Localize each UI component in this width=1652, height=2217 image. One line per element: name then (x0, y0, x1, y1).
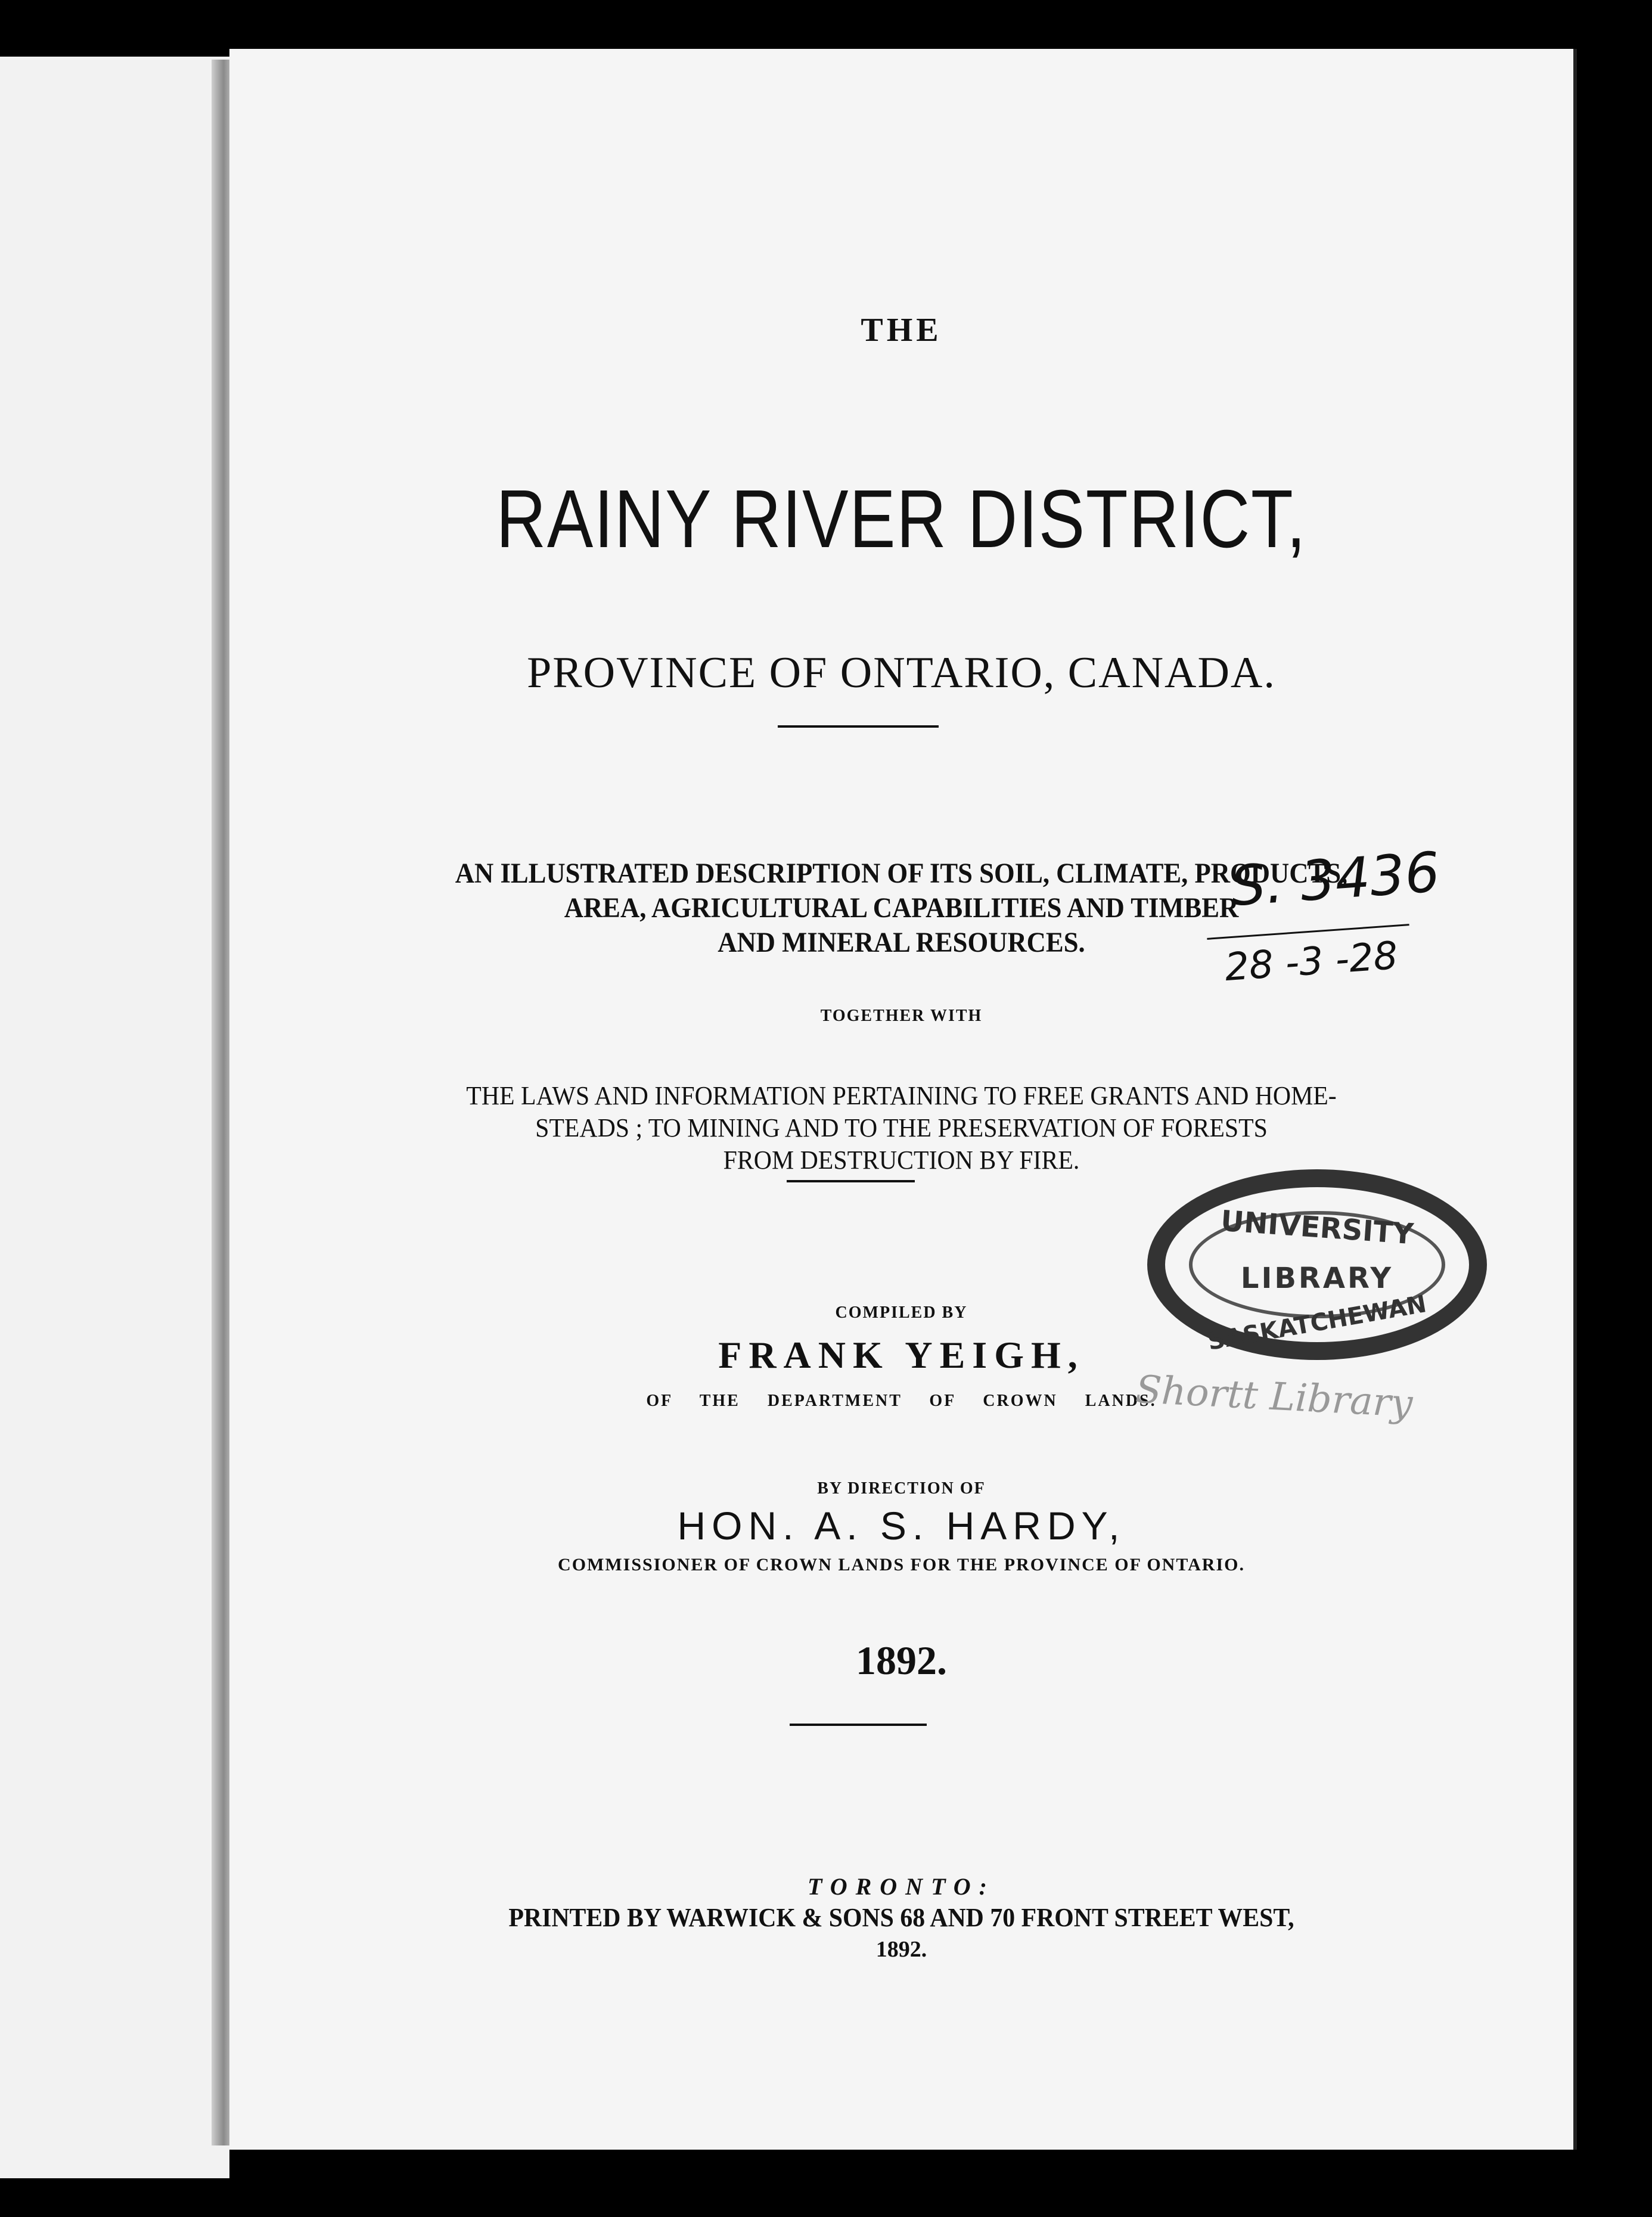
facing-page (0, 57, 229, 2178)
divider-rule (787, 1180, 915, 1182)
stamp-text-middle: LIBRARY (1240, 1262, 1394, 1295)
stamp-text-top: UNIVERSITY (1219, 1204, 1415, 1252)
publication-year: 1892. (856, 1638, 947, 1683)
description-line: AN ILLUSTRATED DESCRIPTION OF ITS SOIL, CLIMATE, PRODUCTS, (455, 858, 1348, 889)
imprint-printer: PRINTED BY WARWICK & SONS 68 AND 70 FRONT STREET WEST, (508, 1903, 1294, 1932)
description-line: AREA, AGRICULTURAL CAPABILITIES AND TIMBER (564, 892, 1239, 924)
laws-block (263, 1080, 1539, 1176)
compiler-affiliation: OF THE DEPARTMENT OF CROWN LANDS. (646, 1392, 1157, 1410)
laws-line: STEADS ; TO MINING AND TO THE PRESERVATION OF FORESTS (535, 1113, 1268, 1142)
imprint-year: 1892. (875, 1937, 927, 1962)
ownership-signature: Shortt Library (1134, 1367, 1414, 1427)
by-direction-label: BY DIRECTION OF (817, 1479, 986, 1498)
library-stamp (1147, 1169, 1487, 1360)
call-number-handwriting: S. 3436 (1228, 840, 1442, 919)
imprint-city: TORONTO: (808, 1873, 995, 1900)
laws-line: FROM DESTRUCTION BY FIRE. (723, 1145, 1080, 1175)
main-title: RAINY RIVER DISTRICT, (496, 473, 1307, 565)
date-note-handwriting: 28 -3 -28 (1223, 933, 1399, 990)
divider-rule (778, 725, 939, 728)
laws-line: THE LAWS AND INFORMATION PERTAINING TO FREE GRANTS AND HOME- (466, 1081, 1337, 1110)
title-page (229, 49, 1577, 2150)
stamp-text-bottom: SASKATCHEWAN (1206, 1290, 1429, 1356)
description-line: AND MINERAL RESOURCES. (718, 927, 1085, 958)
title-article: THE (861, 312, 942, 349)
divider-rule (790, 1724, 927, 1726)
director-name: HON. A. S. HARDY, (677, 1504, 1126, 1548)
compiler-name: FRANK YEIGH, (718, 1334, 1085, 1376)
subtitle-province: PROVINCE OF ONTARIO, CANADA. (527, 648, 1276, 697)
compiled-by-label: COMPILED BY (835, 1303, 968, 1322)
together-with-label: TOGETHER WITH (820, 1007, 983, 1025)
director-title: COMMISSIONER OF CROWN LANDS FOR THE PROVINCE OF ONTARIO. (558, 1555, 1245, 1575)
